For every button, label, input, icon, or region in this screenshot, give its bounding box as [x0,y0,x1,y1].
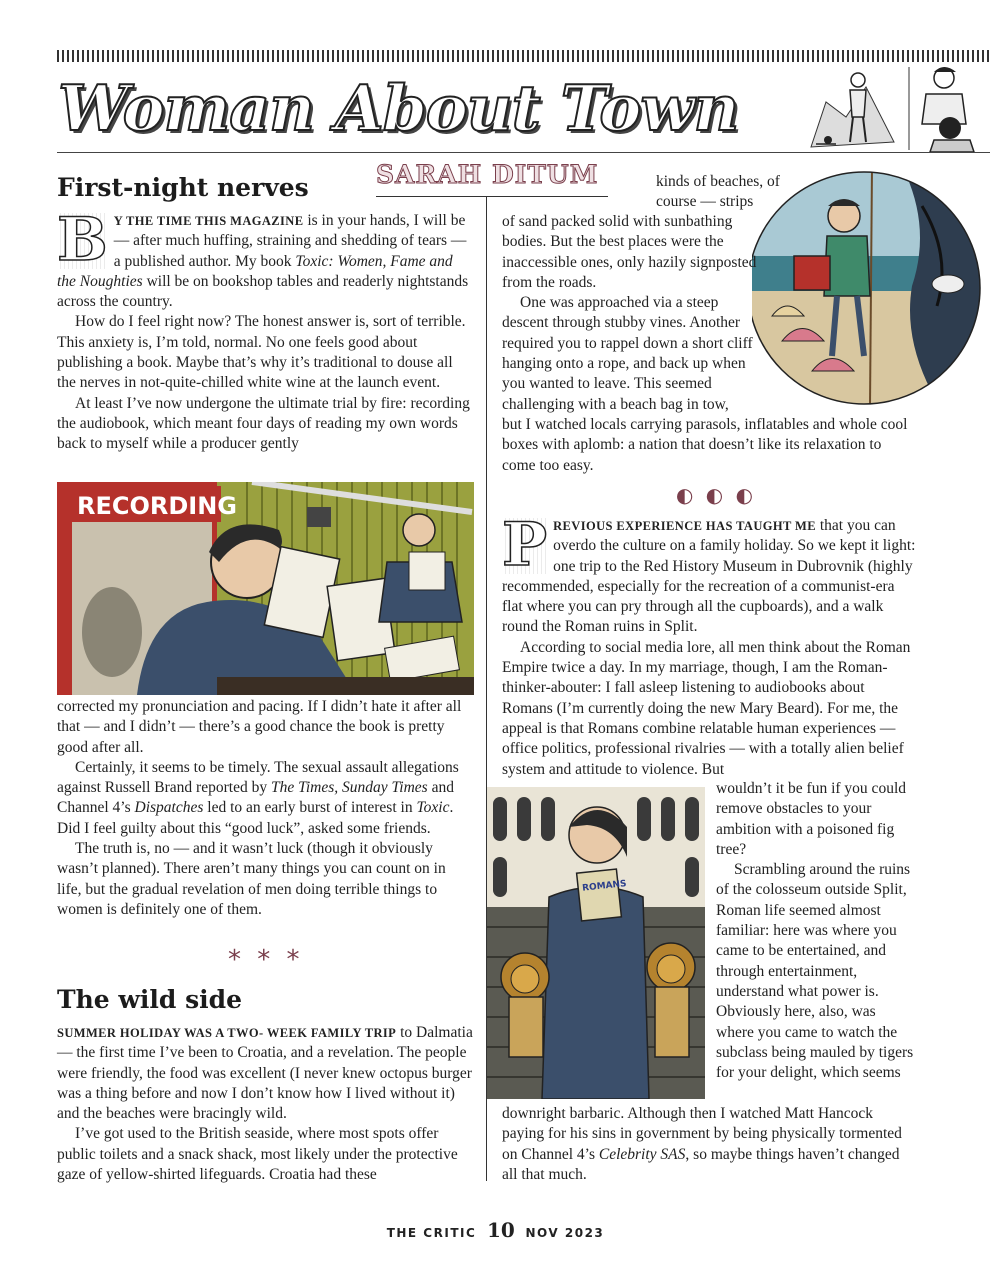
paragraph: of sand packed solid with sunbathing bodies. But the best places were the inaccessible ones, only hazily signposted from the roads. [502,213,757,291]
heading-first-night-nerves: First-night nerves [57,173,309,202]
paragraph: kinds of beaches, of course — strips [656,173,780,211]
paragraph: How do I feel right now? The honest answer is, sort of terrible. This anxiety is, I’m told, normal. No one feels good about publishing a book. Maybe that’s why it’s traditional to douse all the nerves in not-quite-chilled white wine at the launch event. [57,313,466,392]
recording-sign: RECORDING [77,492,238,520]
paragraph: One was approached via a steep descent through stubby vines. Another required you to rappel down a short cliff hanging onto a rope, and back up when you wanted to leave. This seemed challenging with a beach bag in tow, [502,294,753,413]
masthead-top-rule [57,50,990,62]
paragraph: Scrambling around the ruins of the colosseum outside Split, Roman life seemed almost familiar: here was where you came to be entertained, and through entertainment, understand what power is. Obviously here, also, was where you came to watch the subclass being mauled by tigers for your delight, which seems [716,861,914,1082]
paragraph: but I watched locals carrying parasols, inflatables and whole cool boxes with aplomb: a nation that doesn’t like its relaxation to come too easy. [502,416,908,474]
lead-in: SUMMER HOLIDAY WAS A TWO- WEEK FAMILY TRIP [57,1026,397,1040]
drop-cap: B [57,205,108,275]
first-night-text-continued [57,697,474,920]
book-title: Toxic: Women, Fame and the Noughties [57,252,453,290]
paragraph: Certainly, it seems to be timely. The sexual assault allegations against Russell Brand reported by The Times, Sunday Times and Channel 4’s Dispatches led to an early burst of interest in Toxic. Did I feel guilty about this “good luck”, asked some friends. [57,758,459,837]
asterism-ornament: * * * [228,945,304,975]
paragraph: B Y THE TIME THIS MAGAZINE is in your hands, I will be — after much huffing, straining and shedding of tears — a published author. My book Toxic: Women, Fame and the Noughties will be on bookshop tables and readerly nightstands across the country. [57,205,469,311]
paragraph: I’ve got used to the British seaside, where most spots offer public toilets and a snack shack, most likely under the protective gaze of yellow-shirted lifeguards. Croatia had these [57,1125,458,1184]
culture-text-end [502,1104,916,1185]
page-footer [0,1218,991,1242]
dots-ornament: ◐ ◐ ◐ [676,483,757,507]
byline-rule [376,196,608,197]
paragraph: P REVIOUS EXPERIENCE HAS TAUGHT ME that you can overdo the culture on a family holiday. So we kept it light: one trip to the Red History Museum in Dubrovnik (highly recommended, especially for the recreation of a communist-era flat where you can pry through all the cupboards), and a walk round the Roman ruins in Split. [502,510,916,636]
drop-cap: P [502,510,548,580]
heading-wild-side: The wild side [57,985,243,1014]
masthead-illustration-couple [904,62,990,152]
paragraph: The truth is, no — and it wasn’t luck (though it obviously wasn’t planned). There aren’t many things you can count on in life, but the gradual revelation of men doing terrible things to women is definitely one of them. [57,840,446,918]
publication-name: THE CRITIC [386,1226,477,1240]
beach-text-narrow [656,172,796,213]
culture-text [502,510,916,780]
paragraph: corrected my pronunciation and pacing. If I didn’t hate it after all that — and I didn’t — there’s a good chance the book is pretty good after all. [57,698,462,756]
issue-date: NOV 2023 [525,1226,605,1240]
paragraph: downright barbaric. Although then I watched Matt Hancock paying for his sins in government by being physically tormented on Channel 4’s Celebrity SAS, so maybe things haven’t changed all that much. [502,1105,902,1183]
romans-book-label: ROMANS [581,879,628,894]
first-night-text [57,205,474,455]
wild-side-text-continued [502,212,762,415]
wild-side-text [57,1023,474,1185]
masthead-illustration-walker [806,62,898,152]
romans-illustration [487,787,705,1099]
column-title: Woman About Town [58,71,739,145]
lead-in: REVIOUS EXPERIENCE HAS TAUGHT ME [553,519,816,533]
page-number: 10 [486,1218,515,1242]
wild-side-text-end [502,415,916,476]
lead-in: Y THE TIME THIS MAGAZINE [113,214,304,228]
paragraph: According to social media lore, all men think about the Roman Empire twice a day. In my marriage, though, I am the Roman-thinker-abouter: I fall asleep listening to audiobooks about Romans (I’m currently doing the new Mary Beard). For me, the appeal is that Romans combine relatable human experiences — office politics, professional rivalries — with a totally alien belief system and attitude to violence. But [502,638,911,778]
masthead-bottom-rule [57,152,990,153]
paragraph: SUMMER HOLIDAY WAS A TWO- WEEK FAMILY TRIP to Dalmatia — the first time I’ve been to Croatia, and a revelation. The people were friendly, the food was excellent (I never knew octopus burger was a thing before and now I don’t know how I lived without it) and the beaches were bracingly wild. [57,1024,473,1123]
author-byline: SARAH DITUM [376,160,599,189]
paragraph: At least I’ve now undergone the ultimate trial by fire: recording the audiobook, which meant four days of reading my own words back to myself while a producer gently [57,394,470,453]
culture-text-narrow [716,779,916,1083]
recording-illustration [57,482,474,695]
paragraph: wouldn’t it be fun if you could remove obstacles to your ambition with a poisoned fig tree? [716,780,906,858]
